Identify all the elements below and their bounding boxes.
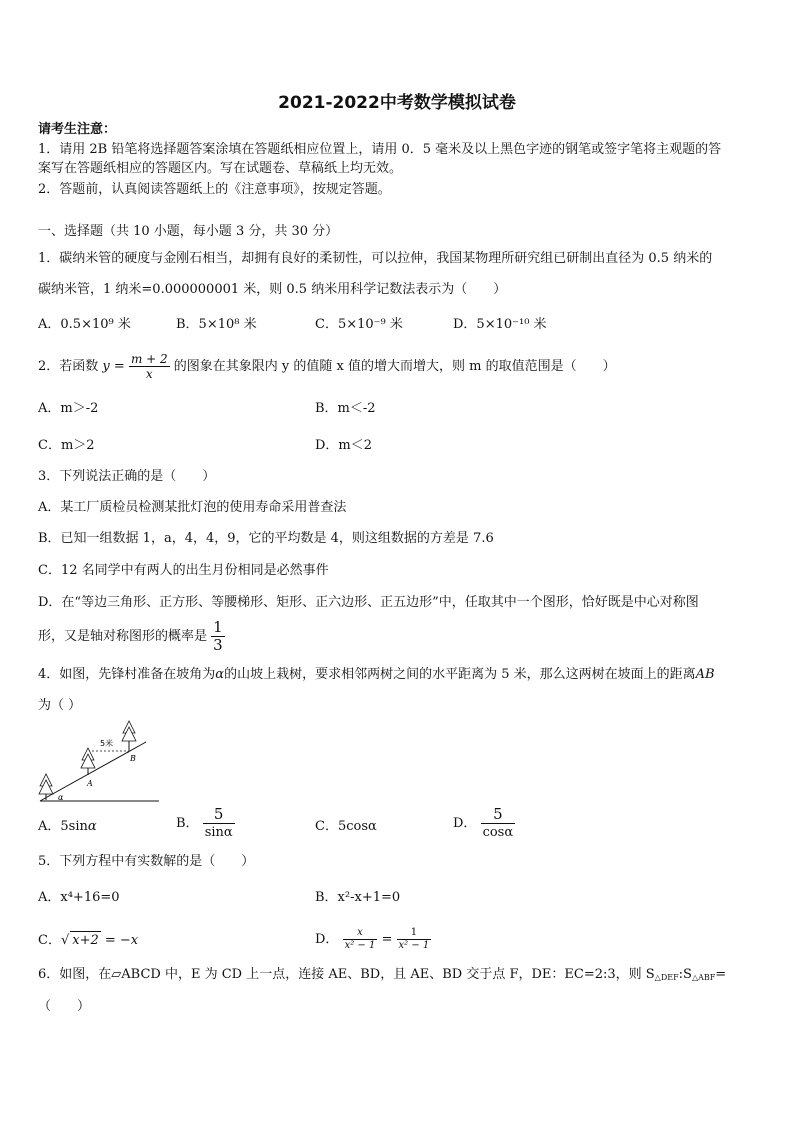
q4-d-prefix: D． xyxy=(453,816,477,831)
q3-option-d-fraction xyxy=(211,619,225,654)
notice-line-1a: 1．请用 2B 铅笔将选择题答案涂填在答题纸相应位置上，请用 0．5 毫米及以上黑色字迹的钢笔或签字笔将主观题的答 xyxy=(38,142,722,157)
q4-option-a xyxy=(38,818,97,835)
q5-option-b: B．x²-x+1=0 xyxy=(315,890,401,905)
q3-stem: 3．下列说法正确的是（ ） xyxy=(38,469,216,484)
notice-line-1b: 案写在答题纸相应的答题区内。写在试题卷、草稿纸上均无效。 xyxy=(38,161,403,176)
q6-stem-line2: （ ） xyxy=(38,999,91,1014)
q5-d-equals: = xyxy=(381,932,393,947)
q4-option-c: C．5cosα xyxy=(315,819,377,834)
q6-tail: = xyxy=(715,967,727,982)
q3-option-d-line1: D．在“等边三角形、正方形、等腰梯形、矩形、正六边形、正五边形”中，任取其中一个图形，恰好既是中心对称图 xyxy=(38,595,699,610)
exam-title: 2021-2022中考数学模拟试卷 xyxy=(278,93,516,113)
q4-b-numerator: 5 xyxy=(203,806,235,824)
q4-d-denominator: cosα xyxy=(482,825,514,840)
q2-suffix: 的图象在其象限内 y 的值随 x 值的增大而增大，则 m 的取值范围是（ ） xyxy=(173,359,616,374)
q5-d-denominator-right: x² − 1 xyxy=(398,940,430,951)
q4-stem-line2: 为（ ） xyxy=(38,698,82,713)
q2-option-b: B．m＜-2 xyxy=(315,401,376,416)
q5-d-fraction-left xyxy=(343,927,378,952)
q6-sub-abf: △ABF xyxy=(691,973,716,982)
slope-figure xyxy=(38,718,162,804)
q4-b-prefix: B． xyxy=(176,816,199,831)
q2-option-d: D．m＜2 xyxy=(315,438,373,453)
q5-option-d xyxy=(315,922,431,958)
q4-stem-line1 xyxy=(38,666,758,683)
q5-d-fraction-right xyxy=(397,927,432,952)
q5-c-rest: = −x xyxy=(104,933,139,948)
section-heading: 一、选择题（共 10 小题，每小题 3 分，共 30 分） xyxy=(38,224,339,239)
label-point-a: A xyxy=(87,779,93,788)
q4-option-d xyxy=(453,804,515,844)
q3-option-d-text: 形，又是轴对称图形的概率是 xyxy=(38,629,208,644)
q1-stem-line1: 1．碳纳米管的硬度与金刚石相当，却拥有良好的柔韧性，可以拉伸，我国某物理所研究组已研制出直径为 0.5 纳米的 xyxy=(38,251,713,266)
q4-stem-text-b: 的山坡上栽树，要求相邻两树之间的水平距离为 5 米，那么这两树在坡面上的距离 xyxy=(224,667,696,682)
q4-option-b xyxy=(176,804,235,844)
q2-func-denominator: x xyxy=(145,367,153,381)
q6-mid: :S xyxy=(678,967,692,982)
q5-stem: 5．下列方程中有实数解的是（ ） xyxy=(38,854,255,869)
q3-option-c: C．12 名同学中有两人的出生月份相同是必然事件 xyxy=(38,563,329,578)
q6-text: 6．如图，在▱ABCD 中，E 为 CD 上一点，连接 AE、BD，且 AE、BD 交于点 F，DE：EC=2:3，则 S xyxy=(38,967,655,982)
q5-c-prefix: C． xyxy=(38,933,61,948)
q4-a-text: A．5sin xyxy=(38,819,88,834)
notice-line-2: 2．答题前，认真阅读答题纸上的《注意事项》，按规定答题。 xyxy=(38,182,391,197)
q3-d-denominator: 3 xyxy=(213,636,223,654)
q4-a-alpha: α xyxy=(87,819,97,834)
q1-option-b: B．5×10⁸ 米 xyxy=(176,317,257,332)
tree-icon xyxy=(122,721,136,751)
q1-option-a: A．0.5×10⁹ 米 xyxy=(38,317,131,332)
q1-stem-line2: 碳纳米管，1 纳米=0.000000001 米，则 0.5 纳米用科学记数法表示为（ ） xyxy=(38,282,507,297)
q3-option-b: B．已知一组数据 1，a，4，4，9，它的平均数是 4，则这组数据的方差是 7.6 xyxy=(38,531,494,546)
q2-stem xyxy=(38,350,758,384)
q1-option-d: D．5×10⁻¹⁰ 米 xyxy=(453,317,547,332)
q4-b-fraction xyxy=(203,806,235,841)
q2-option-c: C．m＞2 xyxy=(38,438,95,453)
q4-stem-text-a: 4．如图，先锋村准备在坡角为 xyxy=(38,667,216,682)
q2-prefix: 2．若函数 xyxy=(38,359,99,374)
q5-c-radicand: x+2 xyxy=(72,933,99,948)
q4-d-numerator: 5 xyxy=(481,806,516,824)
q5-d-denominator-left: x² − 1 xyxy=(344,940,376,951)
q5-d-numerator-right: 1 xyxy=(397,927,432,940)
q1-option-c: C．5×10⁻⁹ 米 xyxy=(315,317,403,332)
q5-d-prefix: D． xyxy=(315,932,339,947)
tree-icon xyxy=(81,748,95,775)
q4-alpha: α xyxy=(215,667,225,682)
label-alpha: α xyxy=(58,793,64,802)
q5-option-c: C．√ x+2 = −x xyxy=(38,933,139,948)
q5-option-a: A．x⁴+16=0 xyxy=(38,890,120,905)
label-5m: 5米 xyxy=(100,739,114,748)
q4-b-denominator: sinα xyxy=(204,825,233,840)
q3-option-d-line2 xyxy=(38,619,758,655)
q4-d-fraction xyxy=(481,806,516,841)
q5-d-numerator-left: x xyxy=(343,927,378,940)
q2-func-numerator: m + 2 xyxy=(130,352,168,366)
notice-heading: 请考生注意： xyxy=(38,122,117,137)
q6-stem-line1 xyxy=(38,966,758,986)
q3-d-numerator: 1 xyxy=(213,618,223,636)
q6-sub-def: △DEF xyxy=(654,973,679,982)
q2-func-fraction xyxy=(129,352,170,381)
tree-icon xyxy=(39,774,53,800)
q2-option-a: A．m＞-2 xyxy=(38,401,99,416)
q3-option-a: A．某工厂质检员检测某批灯泡的使用寿命采用普查法 xyxy=(38,500,347,515)
label-point-b: B xyxy=(130,754,136,763)
q2-func-y: y = xyxy=(102,359,125,374)
q4-ab: AB xyxy=(695,667,715,682)
